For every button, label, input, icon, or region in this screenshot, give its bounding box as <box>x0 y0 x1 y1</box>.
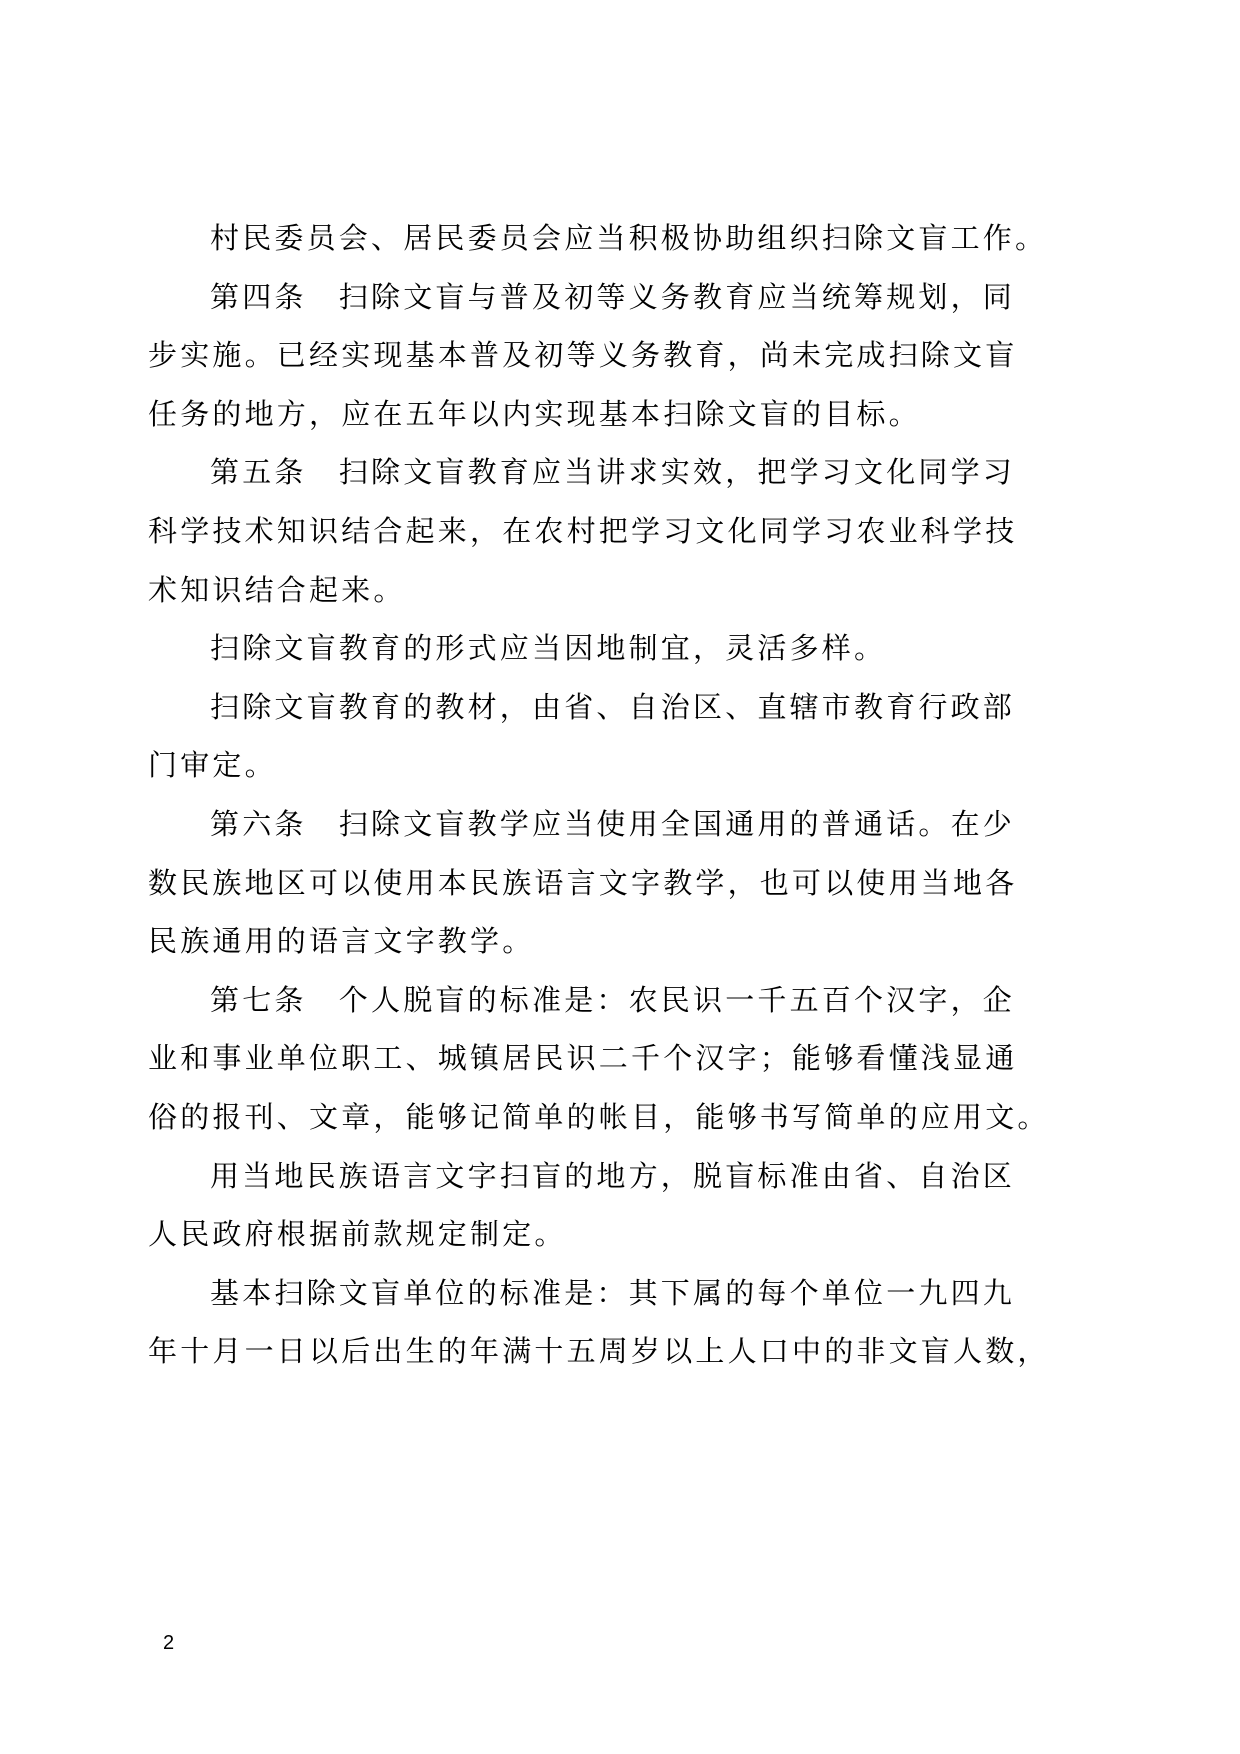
text-line-article-5-heading: 第五条 扫除文盲教育应当讲求实效，把学习文化同学习 <box>210 455 1016 490</box>
text-line: 俗的报刊、文章，能够记简单的帐目，能够书写简单的应用文。 <box>148 1099 1050 1134</box>
text-line: 步实施。已经实现基本普及初等义务教育，尚未完成扫除文盲 <box>148 338 1018 373</box>
text-line: 扫除文盲教育的教材，由省、自治区、直辖市教育行政部 <box>210 689 1016 724</box>
text-line: 门审定。 <box>148 748 277 783</box>
text-line: 民族通用的语言文字教学。 <box>148 924 535 959</box>
text-line: 用当地民族语言文字扫盲的地方，脱盲标准由省、自治区 <box>210 1158 1016 1193</box>
text-line-article-7-heading: 第七条 个人脱盲的标准是：农民识一千五百个汉字，企 <box>210 982 1016 1017</box>
text-line-article-4-heading: 第四条 扫除文盲与普及初等义务教育应当统筹规划，同 <box>210 279 1016 314</box>
text-line: 年十月一日以后出生的年满十五周岁以上人口中的非文盲人数， <box>148 1334 1050 1369</box>
text-line: 业和事业单位职工、城镇居民识二千个汉字；能够看懂浅显通 <box>148 1041 1018 1076</box>
text-line: 科学技术知识结合起来，在农村把学习文化同学习农业科学技 <box>148 513 1018 548</box>
text-line: 村民委员会、居民委员会应当积极协助组织扫除文盲工作。 <box>210 221 1048 255</box>
text-line: 基本扫除文盲单位的标准是：其下属的每个单位一九四九 <box>210 1275 1016 1310</box>
text-line: 人民政府根据前款规定制定。 <box>148 1217 567 1252</box>
text-line: 数民族地区可以使用本民族语言文字教学，也可以使用当地各 <box>148 865 1018 900</box>
page-number: 2 <box>163 1632 175 1654</box>
text-line-article-6-heading: 第六条 扫除文盲教学应当使用全国通用的普通话。在少 <box>210 806 1016 841</box>
text-line: 任务的地方，应在五年以内实现基本扫除文盲的目标。 <box>148 396 921 431</box>
text-line: 术知识结合起来。 <box>148 572 406 607</box>
document-body <box>148 218 1088 1390</box>
text-line: 扫除文盲教育的形式应当因地制宜，灵活多样。 <box>210 631 887 666</box>
